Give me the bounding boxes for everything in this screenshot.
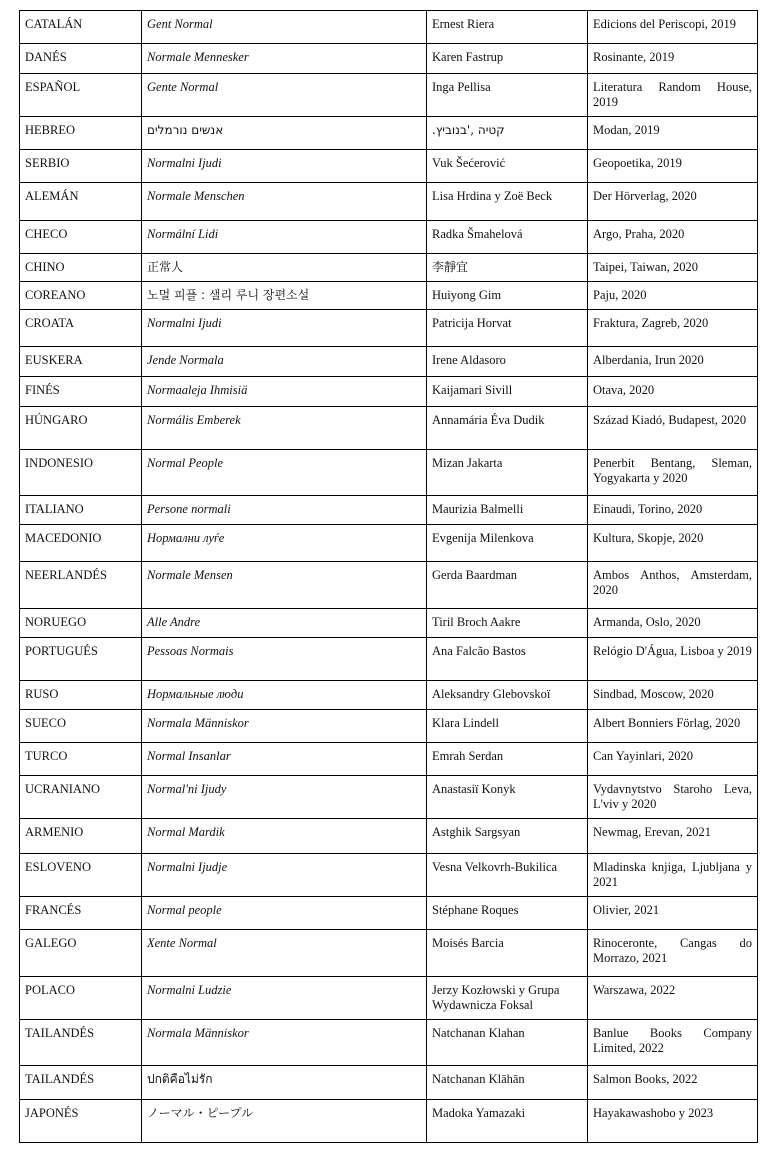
publisher-cell: Albert Bonniers Förlag, 2020 [588,710,758,743]
title-cell: Normální Lidi [142,221,427,254]
translations-table [19,10,758,1143]
language-cell: PORTUGUÉS [20,638,142,681]
publisher-cell: Banlue Books Company Limited, 2022 [588,1020,758,1066]
translator-cell: Inga Pellisa [427,74,588,117]
title-cell: Нормальные люди [142,681,427,710]
translator-cell: Stéphane Roques [427,897,588,930]
table-row [20,930,758,977]
language-cell: ITALIANO [20,496,142,525]
publisher-cell: Paju, 2020 [588,282,758,310]
table-row [20,1020,758,1066]
title-cell: Normal'ni Ijudy [142,776,427,819]
title-cell: Normal People [142,450,427,496]
table-row [20,638,758,681]
table-row [20,150,758,183]
translator-cell: Lisa Hrdina y Zoë Beck [427,183,588,221]
language-cell: UCRANIANO [20,776,142,819]
publisher-cell: Edicions del Periscopi, 2019 [588,11,758,44]
language-cell: SERBIO [20,150,142,183]
language-cell: JAPONÉS [20,1100,142,1143]
table-row [20,854,758,897]
title-cell: ปกติคือไม่รัก [142,1066,427,1100]
language-cell: TAILANDÉS [20,1020,142,1066]
translator-cell: Karen Fastrup [427,44,588,74]
table-row [20,496,758,525]
translator-cell: Natchanan Klāhān [427,1066,588,1100]
publisher-cell: Der Hörverlag, 2020 [588,183,758,221]
publisher-cell: Alberdania, Irun 2020 [588,347,758,377]
language-cell: FINÉS [20,377,142,407]
publisher-cell: Olivier, 2021 [588,897,758,930]
table-row [20,117,758,150]
publisher-cell: Argo, Praha, 2020 [588,221,758,254]
publisher-cell: Literatura Random House, 2019 [588,74,758,117]
publisher-cell: Geopoetika, 2019 [588,150,758,183]
title-cell: Нормални луѓе [142,525,427,562]
language-cell: INDONESIO [20,450,142,496]
translator-cell: Ernest Riera [427,11,588,44]
translator-cell: Aleksandry Glebovskoï [427,681,588,710]
language-cell: ALEMÁN [20,183,142,221]
table-row [20,11,758,44]
publisher-cell: Rinoceronte, Cangas do Morrazo, 2021 [588,930,758,977]
publisher-cell: Einaudi, Torino, 2020 [588,496,758,525]
translator-cell: Huiyong Gim [427,282,588,310]
publisher-cell: Can Yayinlari, 2020 [588,743,758,776]
publisher-cell: Vydavnytstvo Staroho Leva, L'viv y 2020 [588,776,758,819]
language-cell: POLACO [20,977,142,1020]
publisher-cell: Hayakawashobo y 2023 [588,1100,758,1143]
translations-table-body [20,11,758,1143]
publisher-cell: Modan, 2019 [588,117,758,150]
title-cell: Normal Mardik [142,819,427,854]
language-cell: NORUEGO [20,609,142,638]
language-cell: CATALÁN [20,11,142,44]
translator-cell: Vuk Šećerović [427,150,588,183]
title-cell: Gente Normal [142,74,427,117]
language-cell: HÚNGARO [20,407,142,450]
language-cell: RUSO [20,681,142,710]
table-row [20,743,758,776]
title-cell: 노멀 피플 : 샐리 루니 장편소설 [142,282,427,310]
translator-cell: Kaijamari Sivill [427,377,588,407]
table-row [20,310,758,347]
title-cell: Pessoas Normais [142,638,427,681]
table-row [20,681,758,710]
translator-cell: Natchanan Klahan [427,1020,588,1066]
translator-cell: Moisés Barcia [427,930,588,977]
language-cell: COREANO [20,282,142,310]
translator-cell: Astghik Sargsyan [427,819,588,854]
translator-cell: Gerda Baardman [427,562,588,609]
language-cell: ESPAÑOL [20,74,142,117]
table-row [20,282,758,310]
language-cell: CROATA [20,310,142,347]
language-cell: CHECO [20,221,142,254]
title-cell: 正常人 [142,254,427,282]
table-row [20,897,758,930]
translator-cell: Maurizia Balmelli [427,496,588,525]
language-cell: DANÉS [20,44,142,74]
table-row [20,450,758,496]
title-cell: Jende Normala [142,347,427,377]
table-row [20,819,758,854]
publisher-cell: Ambos Anthos, Amsterdam, 2020 [588,562,758,609]
translator-cell: Evgenija Milenkova [427,525,588,562]
title-cell: Xente Normal [142,930,427,977]
publisher-cell: Mladinska knjiga, Ljubljana y 2021 [588,854,758,897]
table-row [20,407,758,450]
table-row [20,977,758,1020]
translator-cell: Vesna Velkovrh-Bukilica [427,854,588,897]
language-cell: CHINO [20,254,142,282]
title-cell: Normalni Ijudje [142,854,427,897]
translator-cell: Klara Lindell [427,710,588,743]
table-row [20,44,758,74]
translator-cell: Radka Šmahelová [427,221,588,254]
table-row [20,1066,758,1100]
translator-cell: Mizan Jakarta [427,450,588,496]
title-cell: Normale Mennesker [142,44,427,74]
title-cell: Normalni Ludzie [142,977,427,1020]
translator-cell: Irene Aldasoro [427,347,588,377]
table-row [20,377,758,407]
title-cell: ノーマル・ピープル [142,1100,427,1143]
translator-cell: Anastasiï Konyk [427,776,588,819]
table-row [20,221,758,254]
translator-cell: Annamária Éva Dudik [427,407,588,450]
title-cell: Normalni Ijudi [142,150,427,183]
translator-cell: Tiril Broch Aakre [427,609,588,638]
language-cell: HEBREO [20,117,142,150]
language-cell: MACEDONIO [20,525,142,562]
publisher-cell: Taipei, Taiwan, 2020 [588,254,758,282]
language-cell: NEERLANDÉS [20,562,142,609]
translator-cell: Madoka Yamazaki [427,1100,588,1143]
publisher-cell: Század Kiadó, Budapest, 2020 [588,407,758,450]
table-row [20,562,758,609]
publisher-cell: Warszawa, 2022 [588,977,758,1020]
table-row [20,183,758,221]
translator-cell: 李靜宜 [427,254,588,282]
title-cell: Normala Människor [142,1020,427,1066]
publisher-cell: Rosinante, 2019 [588,44,758,74]
title-cell: אנשים נורמלים [142,117,427,150]
table-row [20,525,758,562]
title-cell: Normale Mensen [142,562,427,609]
table-row [20,254,758,282]
language-cell: EUSKERA [20,347,142,377]
translator-cell: Ana Falcão Bastos [427,638,588,681]
language-cell: SUECO [20,710,142,743]
table-row [20,1100,758,1143]
title-cell: Alle Andre [142,609,427,638]
publisher-cell: Penerbit Bentang, Sleman, Yogyakarta y 2020 [588,450,758,496]
translator-cell: Emrah Serdan [427,743,588,776]
publisher-cell: Fraktura, Zagreb, 2020 [588,310,758,347]
translator-cell: Patricija Horvat [427,310,588,347]
publisher-cell: Sindbad, Moscow, 2020 [588,681,758,710]
language-cell: FRANCÉS [20,897,142,930]
table-row [20,609,758,638]
title-cell: Persone normali [142,496,427,525]
language-cell: TAILANDÉS [20,1066,142,1100]
translator-cell: קטיה ,'בנוביץ. [427,117,588,150]
table-row [20,74,758,117]
language-cell: GALEGO [20,930,142,977]
publisher-cell: Salmon Books, 2022 [588,1066,758,1100]
title-cell: Gent Normal [142,11,427,44]
publisher-cell: Armanda, Oslo, 2020 [588,609,758,638]
title-cell: Normális Emberek [142,407,427,450]
language-cell: ARMENIO [20,819,142,854]
translator-cell: Jerzy Kozłowski y Grupa Wydawnicza Foksal [427,977,588,1020]
language-cell: ESLOVENO [20,854,142,897]
table-row [20,776,758,819]
table-row [20,710,758,743]
title-cell: Normal people [142,897,427,930]
publisher-cell: Relógio D'Água, Lisboa y 2019 [588,638,758,681]
title-cell: Normala Människor [142,710,427,743]
publisher-cell: Otava, 2020 [588,377,758,407]
title-cell: Normal Insanlar [142,743,427,776]
table-row [20,347,758,377]
title-cell: Normaaleja Ihmisiä [142,377,427,407]
publisher-cell: Kultura, Skopje, 2020 [588,525,758,562]
publisher-cell: Newmag, Erevan, 2021 [588,819,758,854]
title-cell: Normale Menschen [142,183,427,221]
title-cell: Normalni Ijudi [142,310,427,347]
language-cell: TURCO [20,743,142,776]
